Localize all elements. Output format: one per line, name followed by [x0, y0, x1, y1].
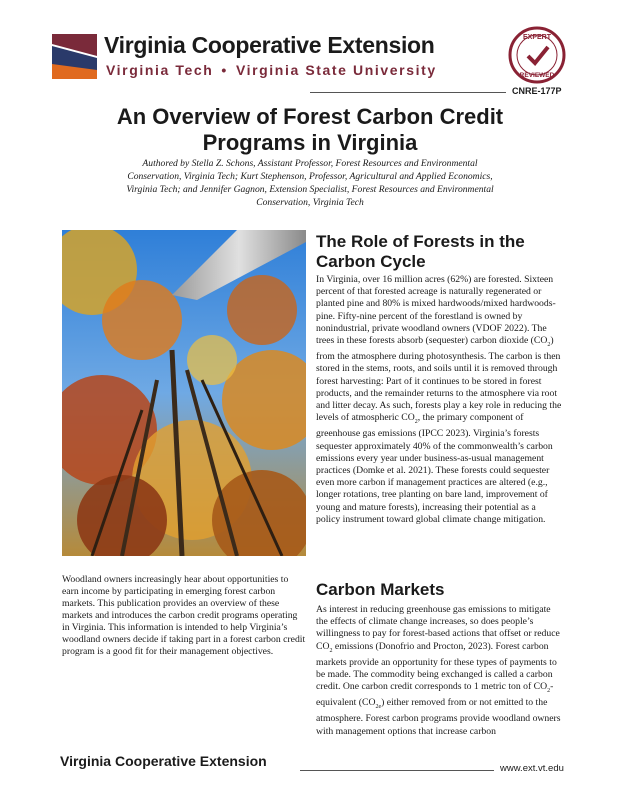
vce-logo-icon: [52, 34, 97, 79]
forest-canopy-photo: [62, 230, 306, 556]
badge-bottom-text: REVIEWED: [519, 72, 555, 79]
intro-paragraph: Woodland owners increasingly hear about opportunities to earn income by participating in emerging forest carbon markets. This publication provides an overview of these markets and introduces the carbon credit programs operating in Virginia. This information is intended to help Virginia’s woodland owners decide if taking part in a forest carbon credit program is a good fit for their management objectives.: [62, 574, 306, 657]
masthead: [52, 32, 502, 82]
author-credits: Authored by Stella Z. Schons, Assistant Professor, Forest Resources and Environmental Conservation, Virginia Tech; Kurt Stephenson, Professor, Agricultural and Applied Economics, Virginia Tech; and Jennifer Gagnon, Extension Specialist, Forest Resources and Environmental Conservation, Virginia Tech: [126, 158, 494, 208]
role-sub-1: 2: [547, 341, 551, 348]
role-heading-line-2: Carbon Cycle: [316, 252, 426, 271]
university-1: Virginia Tech: [106, 62, 214, 78]
footer-url-link[interactable]: www.ext.vt.edu: [500, 763, 564, 774]
header-rule: [310, 92, 506, 93]
role-of-forests-paragraph: [316, 274, 562, 526]
footer-brand: Virginia Cooperative Extension: [60, 753, 267, 769]
expert-reviewed-badge-icon: [508, 26, 566, 84]
section-heading-carbon-markets: Carbon Markets: [316, 580, 445, 599]
markets-text-d: ) either removed from or not emitted to the atmosphere. Forest carbon programs provide woodland owners with management options that increase carbon: [316, 697, 561, 737]
markets-text-b: emissions (Donofrio and Procton, 2023). Forest carbon markets provide an opportunity for these types of payments to be made. The commodity being exchanged is called a carbon credit. One carbon credit corresponds to 1 metric ton of CO: [316, 640, 557, 693]
org-name: Virginia Cooperative Extension: [104, 32, 435, 58]
separator-dot: •: [221, 62, 228, 78]
markets-text-c: -equivalent (CO: [316, 681, 554, 709]
role-sub-2: 2: [414, 419, 418, 426]
markets-text-a: As interest in reducing greenhouse gas emissions to mitigate the effects of climate change increases, so does people’s willingness to pay for forest-based actions that offset or reduce CO: [316, 604, 560, 652]
document-code: CNRE-177P: [512, 86, 562, 96]
markets-sub-3: 2e: [375, 704, 382, 711]
markets-sub-2: 2: [547, 688, 551, 695]
markets-sub-1: 2: [329, 647, 333, 654]
page-title: [60, 104, 560, 156]
forest-photo-illustration: [62, 230, 306, 556]
role-text-c: , the primary component of greenhouse gas emissions (IPCC 2023). Virginia’s forests sequester approximately 40% of the commonwealth’s carbon emissions every year under business-as-usual management practices (Domke et al. 2021). These forests could sequester even more carbon if management practices are altered (e.g., longer rotations, tree planting on bare land, improvement of young and mature forests), increasing their potential as a policy instrument toward global climate change mitigation.: [316, 412, 553, 525]
role-text-a: In Virginia, over 16 million acres (62%) are forested. Sixteen percent of that forested acreage is naturally regenerated or planted pine and 80% is mixed hardwoods/mixed hardwoods-pine. Fifty-nine percent of the forestland is owned by nonindustrial, private woodland owners (VDOF 2022). The trees in these forests absorb (sequester) carbon dioxide (CO: [316, 274, 556, 347]
section-heading-role-of-forests: [316, 232, 566, 272]
footer-rule: [300, 770, 494, 771]
title-line-1: An Overview of Forest Carbon Credit: [116, 104, 504, 129]
role-text-b: ) from the atmosphere during photosynthesis. The carbon is then stored in the stems, roots, and soils until it is removed through forest harvesting: Part of it continues to be stored in forest products, and the remainder returns to the atmosphere via root and litter decay. As such, forests play a key role in reducing the levels of atmospheric CO: [316, 335, 562, 424]
role-heading-line-1: The Role of Forests in the: [316, 232, 525, 251]
university-line: [106, 62, 437, 78]
title-line-2: Programs in Virginia: [202, 130, 418, 155]
carbon-markets-paragraph: [316, 604, 562, 738]
badge-top-text: EXPERT: [522, 34, 552, 41]
university-2: Virginia State University: [235, 62, 437, 78]
